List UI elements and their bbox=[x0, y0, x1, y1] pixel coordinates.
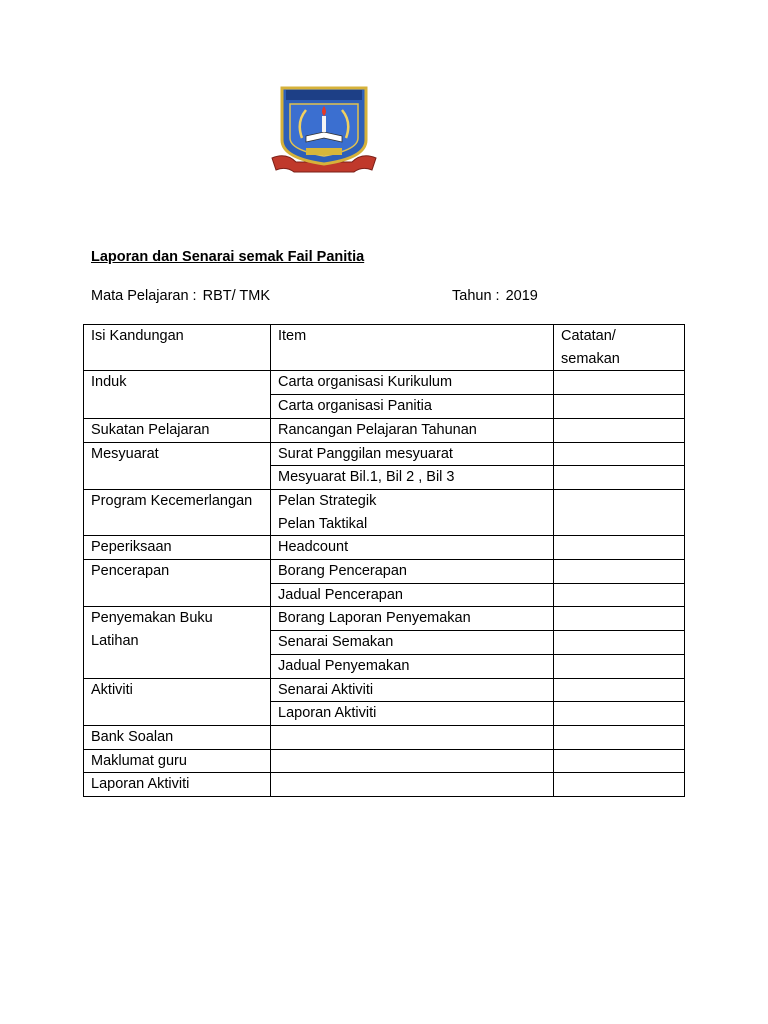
item-cell: Borang Laporan Penyemakan bbox=[271, 607, 554, 631]
year-line bbox=[452, 288, 538, 304]
table-row bbox=[84, 725, 685, 749]
item-cell: Laporan Aktiviti bbox=[271, 702, 554, 726]
note-cell bbox=[554, 654, 685, 678]
item-cell: Pelan Strategik Pelan Taktikal bbox=[271, 489, 554, 535]
subject-line bbox=[91, 288, 270, 304]
note-cell bbox=[554, 583, 685, 607]
document-title: Laporan dan Senarai semak Fail Panitia bbox=[91, 249, 365, 265]
item-cell: Carta organisasi Panitia bbox=[271, 395, 554, 419]
item-cell: Borang Pencerapan bbox=[271, 560, 554, 584]
category-cell: Laporan Aktiviti bbox=[84, 773, 271, 797]
subject-value: RBT/ TMK bbox=[202, 288, 270, 304]
category-cell: Penyemakan Buku Latihan bbox=[84, 607, 271, 678]
checklist-table bbox=[83, 324, 685, 797]
category-cell: Aktiviti bbox=[84, 678, 271, 725]
subject-label: Mata Pelajaran : bbox=[91, 288, 197, 304]
table-row bbox=[84, 560, 685, 584]
item-cell: Carta organisasi Kurikulum bbox=[271, 371, 554, 395]
item-cell bbox=[271, 749, 554, 773]
item-cell: Senarai Semakan bbox=[271, 631, 554, 655]
item-cell: Mesyuarat Bil.1, Bil 2 , Bil 3 bbox=[271, 466, 554, 490]
note-cell bbox=[554, 702, 685, 726]
category-cell: Pencerapan bbox=[84, 560, 271, 607]
note-cell bbox=[554, 466, 685, 490]
item-cell: Senarai Aktiviti bbox=[271, 678, 554, 702]
item-cell: Rancangan Pelajaran Tahunan bbox=[271, 418, 554, 442]
category-cell: Mesyuarat bbox=[84, 442, 271, 489]
note-cell bbox=[554, 631, 685, 655]
note-cell bbox=[554, 418, 685, 442]
category-cell: Sukatan Pelajaran bbox=[84, 418, 271, 442]
category-cell: Bank Soalan bbox=[84, 725, 271, 749]
table-row bbox=[84, 442, 685, 466]
table-row bbox=[84, 418, 685, 442]
note-cell bbox=[554, 560, 685, 584]
note-cell bbox=[554, 395, 685, 419]
category-cell: Peperiksaan bbox=[84, 536, 271, 560]
note-cell bbox=[554, 607, 685, 631]
item-cell: Jadual Pencerapan bbox=[271, 583, 554, 607]
item-cell bbox=[271, 773, 554, 797]
table-row bbox=[84, 371, 685, 395]
category-cell: Program Kecemerlangan bbox=[84, 489, 271, 535]
year-value: 2019 bbox=[505, 288, 538, 304]
note-cell bbox=[554, 678, 685, 702]
note-cell bbox=[554, 371, 685, 395]
table-row bbox=[84, 536, 685, 560]
header-item: Item bbox=[271, 325, 554, 371]
item-cell: Jadual Penyemakan bbox=[271, 654, 554, 678]
note-cell bbox=[554, 489, 685, 535]
header-isi-kandungan: Isi Kandungan bbox=[84, 325, 271, 371]
item-cell: Surat Panggilan mesyuarat bbox=[271, 442, 554, 466]
note-cell bbox=[554, 749, 685, 773]
category-cell: Maklumat guru bbox=[84, 749, 271, 773]
table-header-row bbox=[84, 325, 685, 371]
item-cell: Headcount bbox=[271, 536, 554, 560]
note-cell bbox=[554, 773, 685, 797]
checklist-table-body bbox=[84, 325, 685, 797]
year-label: Tahun : bbox=[452, 288, 500, 304]
note-cell bbox=[554, 442, 685, 466]
header-catatan: Catatan/ semakan bbox=[554, 325, 685, 371]
school-logo bbox=[268, 82, 380, 182]
item-cell bbox=[271, 725, 554, 749]
table-row bbox=[84, 678, 685, 702]
table-row bbox=[84, 749, 685, 773]
category-cell: Induk bbox=[84, 371, 271, 418]
table-row bbox=[84, 607, 685, 631]
table-row bbox=[84, 489, 685, 535]
table-row bbox=[84, 773, 685, 797]
note-cell bbox=[554, 536, 685, 560]
note-cell bbox=[554, 725, 685, 749]
